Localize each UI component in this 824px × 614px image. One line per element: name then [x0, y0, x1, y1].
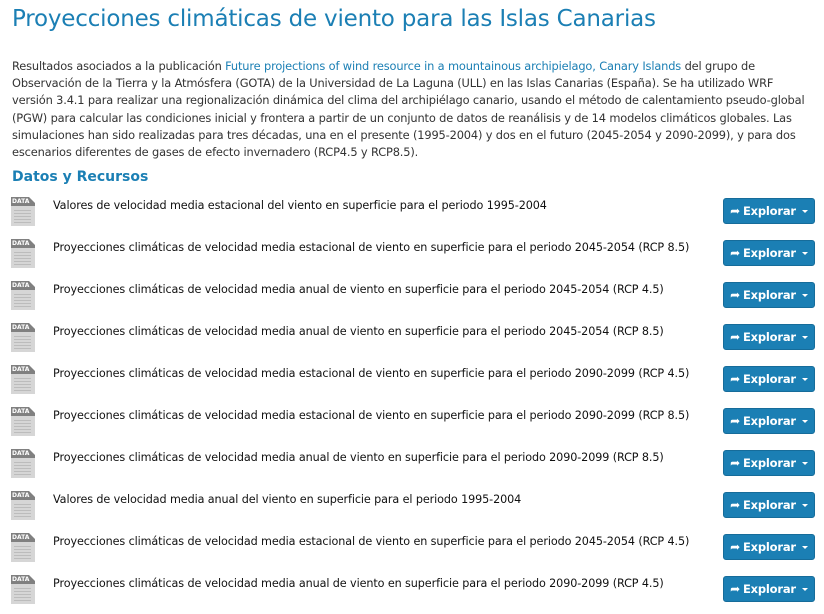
explore-button-label: Explorar: [743, 414, 796, 428]
resource-title-link[interactable]: Proyecciones climáticas de velocidad media estacional de viento en superficie para el periodo 2090-2099 (RCP 4.5): [53, 367, 690, 380]
share-arrow-icon: ➦: [730, 330, 740, 344]
share-arrow-icon: ➦: [730, 582, 740, 596]
data-file-icon[interactable]: [11, 491, 35, 520]
file-fold-corner: [29, 491, 35, 497]
file-fold-corner: [29, 533, 35, 539]
resource-item: [0, 441, 824, 483]
share-arrow-icon: ➦: [730, 288, 740, 302]
file-fold-corner: [29, 323, 35, 329]
file-fold-corner: [29, 281, 35, 287]
format-label: DATA: [11, 407, 35, 416]
format-label: DATA: [11, 533, 35, 542]
resource-item: [0, 567, 824, 609]
file-fold-corner: [29, 575, 35, 581]
data-file-icon[interactable]: [11, 281, 35, 310]
data-file-icon[interactable]: [11, 239, 35, 268]
resource-item: [0, 189, 824, 231]
resource-title-link[interactable]: Valores de velocidad media estacional del viento en superficie para el periodo 1995-2004: [53, 199, 547, 212]
explore-button[interactable]: [723, 366, 815, 392]
resource-item: [0, 315, 824, 357]
explore-button-label: Explorar: [743, 372, 796, 386]
explore-button-label: Explorar: [743, 288, 796, 302]
resource-title-link[interactable]: Proyecciones climáticas de velocidad media anual de viento en superficie para el periodo 2045-2054 (RCP 4.5): [53, 283, 664, 296]
resource-item: [0, 483, 824, 525]
explore-button[interactable]: [723, 450, 815, 476]
format-label: DATA: [11, 449, 35, 458]
caret-down-icon: [802, 546, 808, 549]
explore-button-label: Explorar: [743, 246, 796, 260]
data-file-icon[interactable]: [11, 323, 35, 352]
caret-down-icon: [802, 462, 808, 465]
data-file-icon[interactable]: [11, 533, 35, 562]
share-arrow-icon: ➦: [730, 372, 740, 386]
data-file-icon[interactable]: [11, 365, 35, 394]
file-lines: [14, 546, 31, 560]
explore-button[interactable]: [723, 492, 815, 518]
format-label: DATA: [11, 197, 35, 206]
caret-down-icon: [802, 420, 808, 423]
explore-button[interactable]: [723, 534, 815, 560]
resource-title-link[interactable]: Proyecciones climáticas de velocidad media estacional de viento en superficie para el periodo 2090-2099 (RCP 8.5): [53, 409, 690, 422]
share-arrow-icon: ➦: [730, 204, 740, 218]
share-arrow-icon: ➦: [730, 540, 740, 554]
file-lines: [14, 294, 31, 308]
resource-title-link[interactable]: Proyecciones climáticas de velocidad media estacional de viento en superficie para el periodo 2045-2054 (RCP 8.5): [53, 241, 690, 254]
explore-button[interactable]: [723, 240, 815, 266]
caret-down-icon: [802, 294, 808, 297]
data-file-icon[interactable]: [11, 449, 35, 478]
caret-down-icon: [802, 210, 808, 213]
file-fold-corner: [29, 239, 35, 245]
file-lines: [14, 588, 31, 602]
caret-down-icon: [802, 336, 808, 339]
explore-button-label: Explorar: [743, 456, 796, 470]
explore-button-label: Explorar: [743, 582, 796, 596]
format-label: DATA: [11, 281, 35, 290]
format-label: DATA: [11, 239, 35, 248]
resource-title-link[interactable]: Proyecciones climáticas de velocidad media anual de viento en superficie para el periodo 2090-2099 (RCP 8.5): [53, 451, 664, 464]
resource-title-link[interactable]: Valores de velocidad media anual del viento en superficie para el periodo 1995-2004: [53, 493, 522, 506]
explore-button-label: Explorar: [743, 204, 796, 218]
explore-button[interactable]: [723, 198, 815, 224]
format-label: DATA: [11, 575, 35, 584]
format-label: DATA: [11, 365, 35, 374]
file-fold-corner: [29, 449, 35, 455]
caret-down-icon: [802, 504, 808, 507]
file-lines: [14, 210, 31, 224]
description-text-start: Resultados asociados a la publicación: [12, 59, 226, 73]
data-file-icon[interactable]: [11, 197, 35, 226]
format-label: DATA: [11, 323, 35, 332]
description-text-end: del grupo de Observación de la Tierra y la Atmósfera (GOTA) de la Universidad de La Laguna (ULL) en las Islas Canarias (España). Se ha utilizado WRF versión 3.4.1 para realizar una regionalización dinámica del clima del archipiélago canario, usando el método de calentamiento pseudo-global (PGW) para calcular las condiciones inicial y frontera a partir de un conjunto de datos de reanálisis y de 14 modelos climáticos globales. Las simulaciones han sido realizadas para tres décadas, una en el presente (1995-2004) y dos en el futuro (2045-2054 y 2090-2099), y para dos escenarios diferentes de gases de efecto invernadero (RCP4.5 y RCP8.5).: [12, 59, 805, 160]
resource-title-link[interactable]: Proyecciones climáticas de velocidad media anual de viento en superficie para el periodo 2045-2054 (RCP 8.5): [53, 325, 664, 338]
data-file-icon[interactable]: [11, 407, 35, 436]
page-title: Proyecciones climáticas de viento para las Islas Canarias: [12, 6, 656, 32]
file-fold-corner: [29, 197, 35, 203]
resource-item: [0, 399, 824, 441]
resource-title-link[interactable]: Proyecciones climáticas de velocidad media anual de viento en superficie para el periodo 2090-2099 (RCP 4.5): [53, 577, 664, 590]
share-arrow-icon: ➦: [730, 246, 740, 260]
file-lines: [14, 336, 31, 350]
data-file-icon[interactable]: [11, 575, 35, 604]
file-lines: [14, 420, 31, 434]
format-label: DATA: [11, 491, 35, 500]
explore-button[interactable]: [723, 324, 815, 350]
share-arrow-icon: ➦: [730, 456, 740, 470]
explore-button-label: Explorar: [743, 330, 796, 344]
resources-heading: Datos y Recursos: [12, 169, 149, 185]
file-fold-corner: [29, 407, 35, 413]
explore-button[interactable]: [723, 408, 815, 434]
explore-button-label: Explorar: [743, 498, 796, 512]
share-arrow-icon: ➦: [730, 414, 740, 428]
explore-button[interactable]: [723, 282, 815, 308]
resource-item: [0, 357, 824, 399]
file-lines: [14, 462, 31, 476]
caret-down-icon: [802, 378, 808, 381]
resource-list: [0, 189, 824, 609]
resource-title-link[interactable]: Proyecciones climáticas de velocidad media estacional de viento en superficie para el periodo 2045-2054 (RCP 4.5): [53, 535, 690, 548]
resource-item: [0, 231, 824, 273]
caret-down-icon: [802, 588, 808, 591]
publication-link[interactable]: Future projections of wind resource in a mountainous archipielago, Canary Islands: [225, 59, 682, 73]
resource-item: [0, 525, 824, 567]
file-lines: [14, 378, 31, 392]
file-lines: [14, 504, 31, 518]
explore-button-label: Explorar: [743, 540, 796, 554]
dataset-description: [12, 58, 812, 161]
file-lines: [14, 252, 31, 266]
caret-down-icon: [802, 252, 808, 255]
resource-item: [0, 273, 824, 315]
share-arrow-icon: ➦: [730, 498, 740, 512]
file-fold-corner: [29, 365, 35, 371]
explore-button[interactable]: [723, 576, 815, 602]
